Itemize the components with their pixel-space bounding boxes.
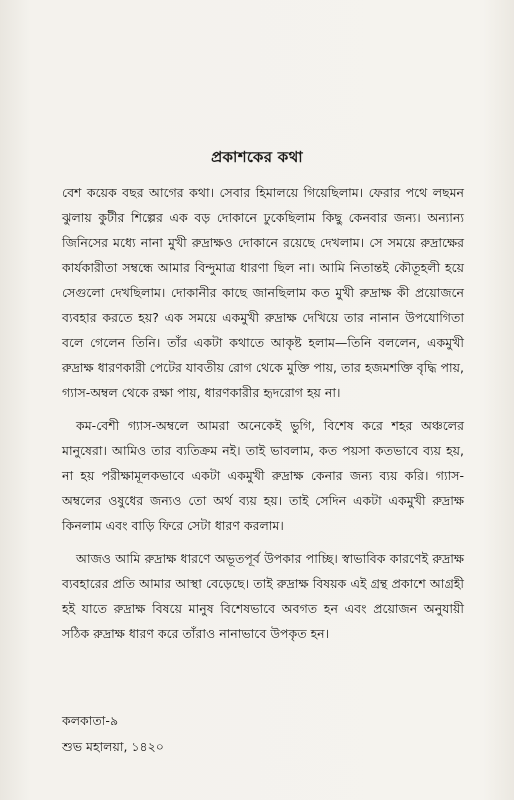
page-title: প্রকাশকের কথা — [211, 148, 303, 166]
place-line: কলকাতা-৯ — [62, 713, 119, 728]
paragraph-2: কম-বেশী গ্যাস-অম্বলে আমরা অনেকেই ভুগি, বিশেষ করে শহর অঞ্চলের মানুষেরা। আমিও তার ব্যতিক্রম নই। তাই ভাবলাম, কত পয়সা কতভাবে ব্যয় হয়, না হয় পরীক্ষামূলকভাবে একটা একমুখী রুদ্রাক্ষ কেনার জন্য ব্যয় করি। গ্যাস-অম্বলের ওষুধের জন্যও তো অর্থ ব্যয় হয়। তাই সেদিন একটা একমুখী রুদ্রাক্ষ কিনলাম এবং বাড়ি ফিরে সেটা ধারণ করলাম। — [62, 418, 464, 533]
paragraph-1: বেশ কয়েক বছর আগের কথা। সেবার হিমালয়ে গিয়েছিলাম। ফেরার পথে লছমন ঝুলায় কুটীর শিল্পের এক বড় দোকানে ঢুকেছিলাম কিছু কেনবার জন্য। অন্যান্য জিনিসের মধ্যে নানা মুখী রুদ্রাক্ষও দোকানে রয়েছে দেখলাম। সে সময়ে রুদ্রাক্ষের কার্যকারীতা সম্বন্ধে আমার বিন্দুমাত্র ধারণা ছিল না। আমি নিতান্তই কৌতূহলী হয়ে সেগুলো দেখছিলাম। দোকানীর কাছে জানছিলাম কত মুখী রুদ্রাক্ষ কী প্রয়োজনে ব্যবহার করতে হয়? এক সময়ে একমুখী রুদ্রাক্ষ দেখিয়ে তার নানান উপযোগিতা বলে গেলেন তিনি। তাঁর একটা কথাতে আকৃষ্ট হলাম—তিনি বললেন, একমুখী রুদ্রাক্ষ ধারণকারী পেটের যাবতীয় রোগ থেকে মুক্তি পায়, তার হজমশক্তি বৃদ্ধি পায়, গ্যাস-অম্বল থেকে রক্ষা পায়, ধারণকারীর হৃদরোগ হয় না। — [62, 185, 464, 400]
paragraph-3: আজও আমি রুদ্রাক্ষ ধারণে অভূতপূর্ব উপকার পাচ্ছি। স্বাভাবিক কারণেই রুদ্রাক্ষ ব্যবহারের প্রতি আমার আস্থা বেড়েছে। তাই রুদ্রাক্ষ বিষয়ক এই গ্রন্থ প্রকাশে আগ্রহী হই যাতে রুদ্রাক্ষ বিষয়ে মানুষ বিশেষভাবে অবগত হন এবং প্রয়োজন অনুযায়ী সঠিক রুদ্রাক্ষ ধারণ করে তাঁরাও নানাভাবে উপকৃত হন। — [62, 551, 464, 641]
signature-block — [62, 708, 164, 760]
body-text — [62, 180, 464, 654]
date-line: শুভ মহালয়া, ১৪২০ — [62, 739, 164, 754]
